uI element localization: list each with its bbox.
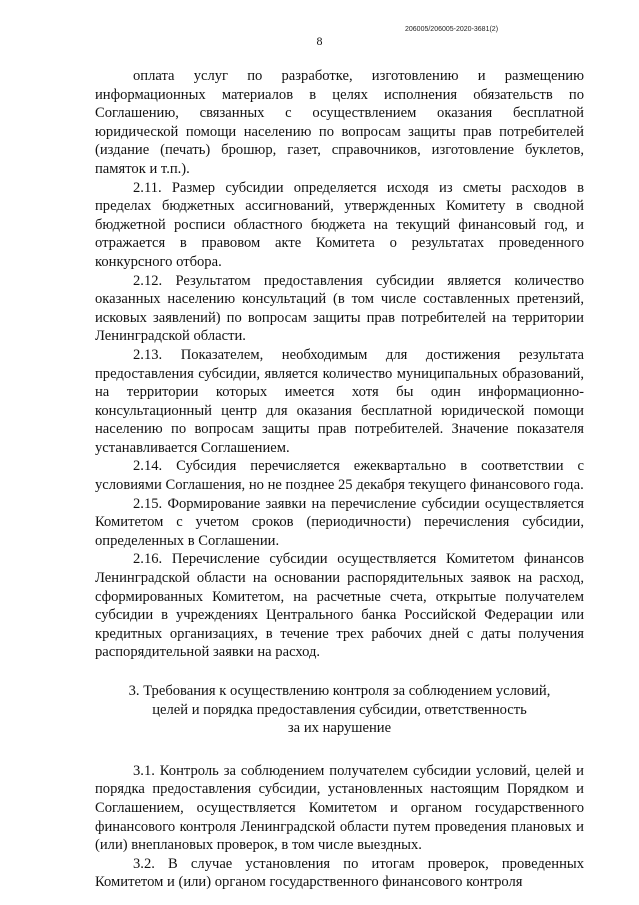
paragraph-2-11: 2.11. Размер субсидии определяется исходя из сметы расходов в пределах бюджетных ассигнований, утвержденных Комитету в сводной бюджетной росписи областного бюджета на текущий финансовый год, и отражается в правовом акте Комитета о результатах проведенного конкурсного отбора. (95, 179, 584, 270)
paragraph-3-1: 3.1. Контроль за соблюдением получателем субсидии условий, целей и порядка предоставления субсидии, установленных настоящим Порядком и Соглашением, осуществляется Комитетом и органом государственного финансового контроля Ленинградской области путем проведения плановых и (или) внеплановых проверок, в том числе выездных. (95, 762, 584, 854)
paragraph-2-13: 2.13. Показателем, необходимым для достижения результата предоставления субсидии, является количество муниципальных образований, на территории которых имеется хотя бы один информационно-консультационный центр для оказания бесплатной юридической помощи населению по вопросам защиты прав потребителей. Значение показателя устанавливается Соглашением. (95, 346, 584, 456)
paragraph-3-2: 3.2. В случае установления по итогам проверок, проведенных Комитетом и (или) органом государственного финансового контроля (95, 855, 584, 891)
section-heading-line-3: за их нарушение (287, 720, 392, 737)
paragraph-continuation: оплата услуг по разработке, изготовлению и размещению информационных материалов в целях исполнения обязательств по Соглашению, связанных с осуществлением оказания бесплатной юридической помощи населению по вопросам защиты прав потребителей (издание (печать) брошюр, газет, справочников, изготовление буклетов, памяток и т.п.). (95, 68, 584, 177)
paragraph-2-15: 2.15. Формирование заявки на перечисление субсидии осуществляется Комитетом с учетом сроков (периодичности) перечисления субсидии, определенных в Соглашении. (95, 495, 584, 549)
paragraph-2-16: 2.16. Перечисление субсидии осуществляется Комитетом финансов Ленинградской области на основании распорядительных заявок на расход, сформированных Комитетом, на расчетные счета, открытые получателем субсидии в учреждениях Центрального банка Российской Федерации или кредитных организациях, в течение трех рабочих дней с даты получения распорядительной заявки на расход. (95, 551, 584, 661)
document-body (95, 67, 584, 892)
paragraph-2-14: 2.14. Субсидия перечисляется ежеквартально в соответствии с условиями Соглашения, но не позднее 25 декабря текущего финансового года. (95, 458, 584, 494)
document-id: 206005/206005-2020-3681(2) (405, 26, 499, 33)
section-heading-line-1: 3. Требования к осуществлению контроля за соблюдением условий, (128, 683, 551, 699)
page-number: 8 (316, 34, 323, 48)
paragraph-2-12: 2.12. Результатом предоставления субсидии является количество оказанных населению консультаций (в том числе составленных претензий, исковых заявлений) по вопросам защиты прав потребителей на территории Ленинградской области. (95, 272, 584, 345)
section-heading-line-2: целей и порядка предоставления субсидии, ответственность (152, 701, 527, 718)
section-3-heading (95, 682, 584, 738)
